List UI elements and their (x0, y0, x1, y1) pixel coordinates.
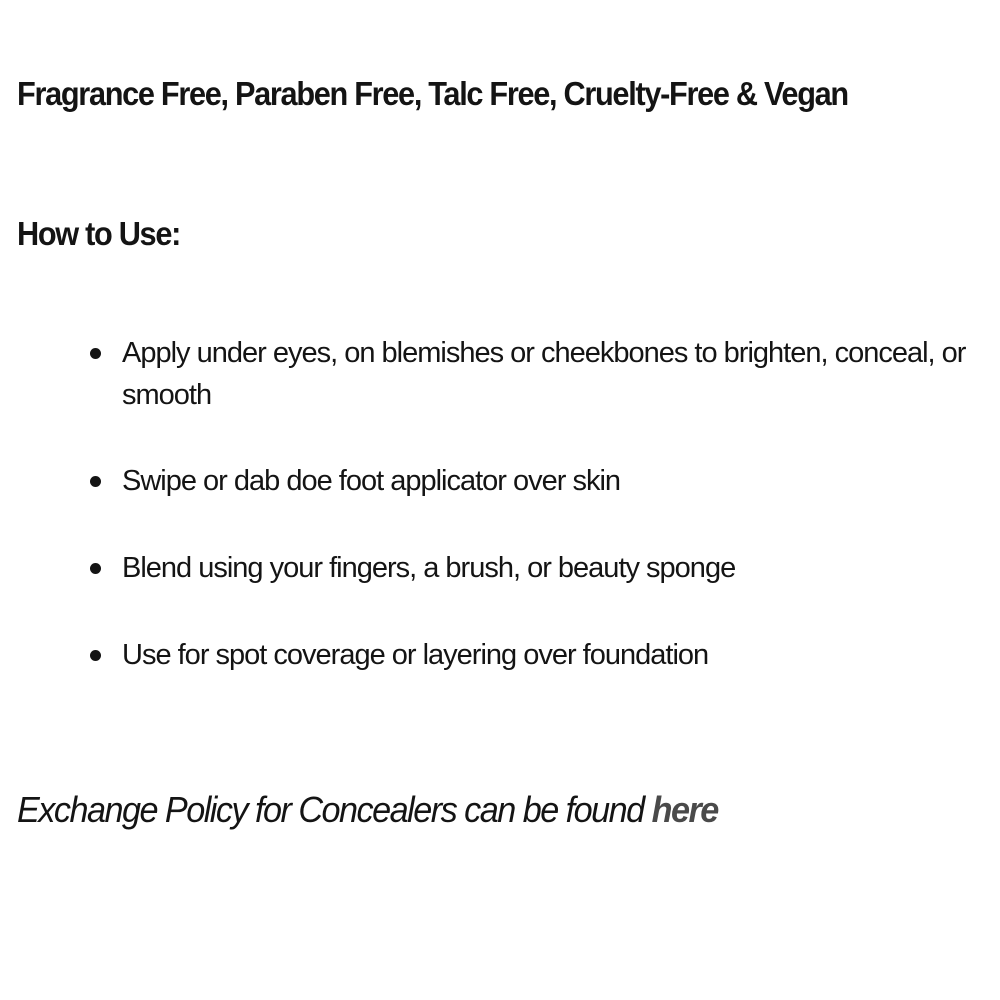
list-item (17, 460, 977, 502)
bullet-icon (90, 650, 101, 661)
exchange-policy-text: Exchange Policy for Concealers can be found (17, 789, 652, 830)
how-to-use-steps-list (17, 332, 977, 721)
step-text: Use for spot coverage or layering over foundation (122, 639, 709, 671)
step-text: Blend using your fingers, a brush, or beauty sponge (122, 552, 736, 584)
exchange-policy-link[interactable]: here (651, 789, 718, 830)
step-text: Swipe or dab doe foot applicator over skin (122, 465, 621, 497)
bullet-icon (90, 348, 101, 359)
step-text: Apply under eyes, on blemishes or cheekbones to brighten, conceal, or smooth (122, 337, 966, 411)
product-claims-heading: Fragrance Free, Paraben Free, Talc Free, Cruelty-Free & Vegan (17, 75, 848, 112)
list-item (17, 332, 977, 416)
exchange-policy-note (17, 786, 718, 834)
how-to-use-heading: How to Use: (17, 215, 181, 252)
list-item (17, 634, 977, 676)
bullet-icon (90, 563, 101, 574)
list-item (17, 547, 977, 589)
bullet-icon (90, 476, 101, 487)
